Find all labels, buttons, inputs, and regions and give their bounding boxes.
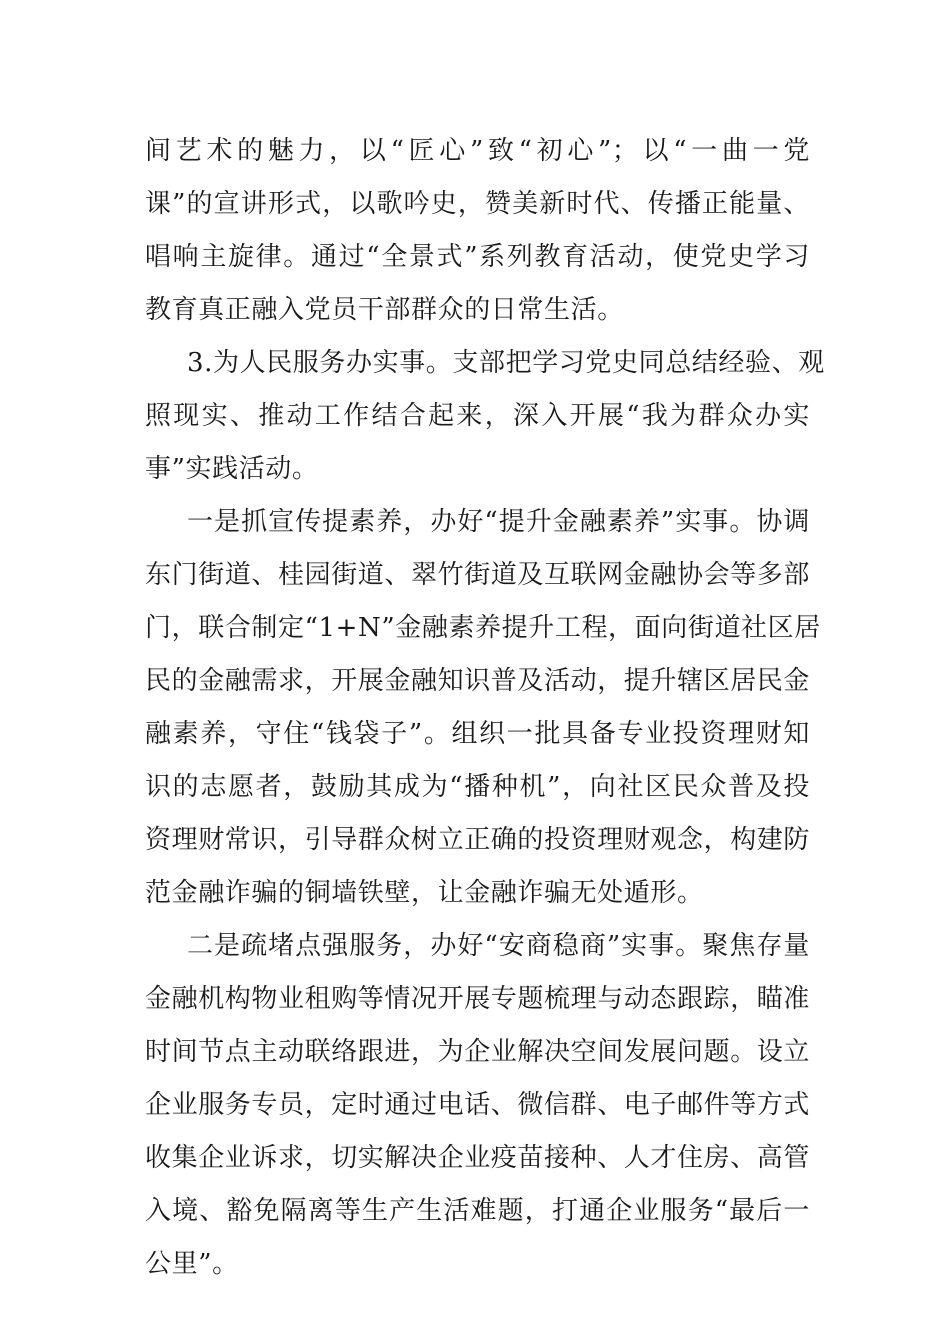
text-line: 公里”。 <box>145 1249 239 1279</box>
body-text <box>145 125 825 1291</box>
text-line: 融素养，守住“钱袋子”。组织一批具备专业投资理财知 <box>145 719 810 749</box>
text-line: 间艺术的魅力，以“匠心”致“初心”；以“一曲一党 <box>145 136 810 166</box>
text-line: 收集企业诉求，切实解决企业疫苗接种、人才住房、高管 <box>145 1143 811 1173</box>
text-line: 门，联合制定“1+N”金融素养提升工程，面向街道社区居 <box>145 613 821 643</box>
text-line: 教育真正融入党员干部群众的日常生活。 <box>145 295 624 325</box>
text-line: 事”实践活动。 <box>145 454 319 484</box>
text-line: 照现实、推动工作结合起来，深入开展“我为群众办实 <box>145 401 810 431</box>
text-line: 东门街道、桂园街道、翠竹街道及互联网金融协会等多部 <box>145 560 811 590</box>
text-line: 民的金融需求，开展金融知识普及活动，提升辖区居民金 <box>145 666 811 696</box>
text-line: 范金融诈骗的铜墙铁壁，让金融诈骗无处遁形。 <box>145 878 704 908</box>
text-line: 3.为人民服务办实事。支部把学习党史同总结经验、观 <box>187 348 825 378</box>
text-line: 资理财常识，引导群众树立正确的投资理财观念，构建防 <box>145 825 811 855</box>
text-line: 企业服务专员，定时通过电话、微信群、电子邮件等方式 <box>145 1090 811 1120</box>
text-line: 二是疏堵点强服务，办好“安商稳商”实事。聚焦存量 <box>187 931 811 961</box>
text-line: 入境、豁免隔离等生产生活难题，打通企业服务“最后一 <box>145 1196 810 1226</box>
text-line: 识的志愿者，鼓励其成为“播种机”，向社区民众普及投 <box>145 772 810 802</box>
text-line: 一是抓宣传提素养，办好“提升金融素养”实事。协调 <box>187 507 810 537</box>
text-line: 金融机构物业租购等情况开展专题梳理与动态跟踪，瞄准 <box>145 984 811 1014</box>
text-line: 课”的宣讲形式，以歌吟史，赞美新时代、传播正能量、 <box>145 189 810 219</box>
text-line: 时间节点主动联络跟进，为企业解决空间发展问题。设立 <box>145 1037 811 1067</box>
text-line: 唱响主旋律。通过“全景式”系列教育活动，使党史学习 <box>145 242 810 272</box>
